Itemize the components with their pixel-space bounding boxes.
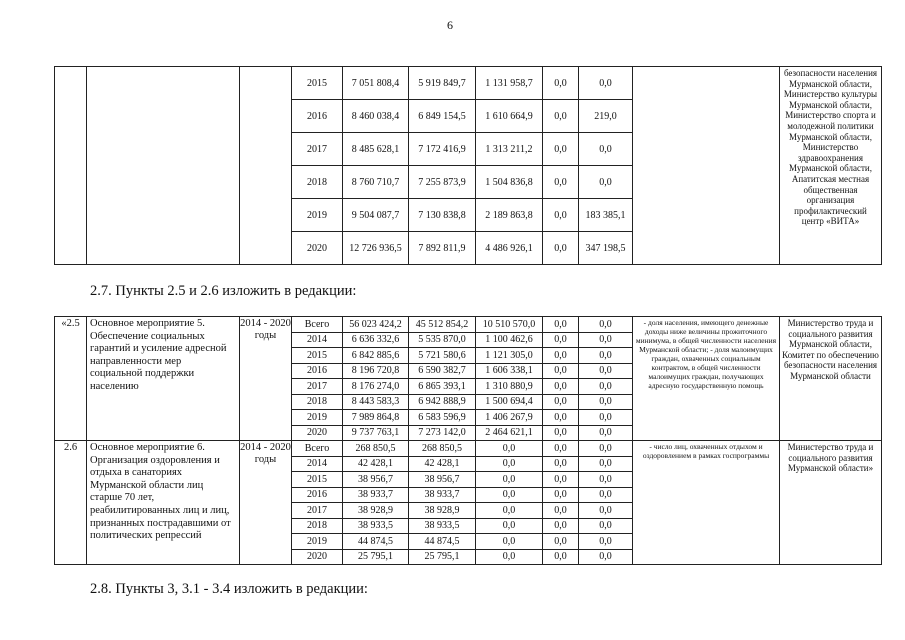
cell-year: 2014 — [292, 332, 343, 348]
cell-c4: 0,0 — [579, 317, 633, 333]
measure-code: 2.6 — [55, 441, 87, 565]
cell-c4: 0,0 — [579, 363, 633, 379]
cell-year: Всего — [292, 441, 343, 457]
cell-c2: 0,0 — [476, 503, 543, 519]
indicator-cell: - доля населения, имеющего денежные доходы ниже величины прожиточного минимума, в общей численности населения Мурманской области; - доля малоимущих граждан, охваченных социальным контрактом, в общей численности малоимущих граждан, получающих адресную государственную помощь — [633, 317, 780, 441]
cell-total: 12 726 936,5 — [343, 232, 409, 265]
cell-year: 2017 — [292, 503, 343, 519]
cell-c2: 1 610 664,9 — [476, 100, 543, 133]
cell-c4: 0,0 — [579, 348, 633, 364]
cell-c2: 2 189 863,8 — [476, 199, 543, 232]
cell-c3: 0,0 — [543, 379, 579, 395]
cell-c4: 0,0 — [579, 166, 633, 199]
table-row — [55, 441, 882, 457]
cell-c3: 0,0 — [543, 503, 579, 519]
cell-year: 2020 — [292, 549, 343, 565]
cell-c1: 7 130 838,8 — [409, 199, 476, 232]
cell-c2: 1 406 267,9 — [476, 410, 543, 426]
cell-c2: 1 313 211,2 — [476, 133, 543, 166]
empty-indicator-cell — [633, 67, 780, 265]
cell-year: 2014 — [292, 456, 343, 472]
cell-total: 8 760 710,7 — [343, 166, 409, 199]
indicator-cell: - число лиц, охваченных отдыхом и оздоровлением в рамках госпрограммы — [633, 441, 780, 565]
table-row — [55, 67, 882, 100]
cell-c3: 0,0 — [543, 410, 579, 426]
cell-c2: 1 100 462,6 — [476, 332, 543, 348]
cell-c4: 0,0 — [579, 67, 633, 100]
empty-name-cell — [87, 67, 240, 265]
cell-c4: 347 198,5 — [579, 232, 633, 265]
cell-total: 8 176 274,0 — [343, 379, 409, 395]
cell-c4: 0,0 — [579, 518, 633, 534]
cell-c1: 25 795,1 — [409, 549, 476, 565]
cell-total: 38 933,5 — [343, 518, 409, 534]
section-heading-2-8: 2.8. Пункты 3, 3.1 - 3.4 изложить в редакции: — [90, 581, 368, 597]
cell-total: 25 795,1 — [343, 549, 409, 565]
cell-year: 2018 — [292, 518, 343, 534]
cell-total: 56 023 424,2 — [343, 317, 409, 333]
cell-c3: 0,0 — [543, 394, 579, 410]
table-row — [55, 317, 882, 333]
cell-total: 9 737 763,1 — [343, 425, 409, 441]
cell-c2: 0,0 — [476, 518, 543, 534]
cell-c4: 0,0 — [579, 456, 633, 472]
measure-period: 2014 - 2020 годы — [240, 317, 292, 441]
cell-c1: 7 273 142,0 — [409, 425, 476, 441]
cell-total: 6 636 332,6 — [343, 332, 409, 348]
cell-c3: 0,0 — [543, 199, 579, 232]
cell-total: 38 928,9 — [343, 503, 409, 519]
cell-c3: 0,0 — [543, 317, 579, 333]
cell-c1: 38 933,5 — [409, 518, 476, 534]
cell-c1: 5 721 580,6 — [409, 348, 476, 364]
cell-c2: 0,0 — [476, 472, 543, 488]
cell-c3: 0,0 — [543, 166, 579, 199]
executor-cell: безопасности населения Мурманской области, Министерство культуры Мурманской области, Министерство спорта и молодежной политики Мурманской области, Министерство здравоохранения Мурманской области, Апатитская местная общественная организация профилактический центр «ВИТА» — [780, 67, 882, 265]
section-heading-2-7: 2.7. Пункты 2.5 и 2.6 изложить в редакции: — [90, 283, 357, 299]
cell-c3: 0,0 — [543, 100, 579, 133]
cell-total: 8 196 720,8 — [343, 363, 409, 379]
cell-year: 2016 — [292, 487, 343, 503]
cell-c4: 0,0 — [579, 487, 633, 503]
cell-c4: 0,0 — [579, 394, 633, 410]
cell-year: 2016 — [292, 100, 343, 133]
cell-c1: 38 933,7 — [409, 487, 476, 503]
cell-c3: 0,0 — [543, 67, 579, 100]
cell-total: 8 443 583,3 — [343, 394, 409, 410]
cell-c2: 1 131 958,7 — [476, 67, 543, 100]
cell-c2: 1 310 880,9 — [476, 379, 543, 395]
cell-c3: 0,0 — [543, 348, 579, 364]
cell-c3: 0,0 — [543, 472, 579, 488]
cell-total: 7 051 808,4 — [343, 67, 409, 100]
cell-c1: 44 874,5 — [409, 534, 476, 550]
cell-year: 2020 — [292, 425, 343, 441]
cell-c1: 38 956,7 — [409, 472, 476, 488]
cell-total: 38 933,7 — [343, 487, 409, 503]
measure-period: 2014 - 2020 годы — [240, 441, 292, 565]
cell-c4: 0,0 — [579, 133, 633, 166]
cell-year: 2015 — [292, 472, 343, 488]
cell-c3: 0,0 — [543, 534, 579, 550]
cell-c3: 0,0 — [543, 456, 579, 472]
cell-c2: 2 464 621,1 — [476, 425, 543, 441]
cell-c3: 0,0 — [543, 332, 579, 348]
cell-c4: 0,0 — [579, 410, 633, 426]
cell-c1: 45 512 854,2 — [409, 317, 476, 333]
cell-c3: 0,0 — [543, 441, 579, 457]
cell-c1: 38 928,9 — [409, 503, 476, 519]
cell-c1: 6 942 888,9 — [409, 394, 476, 410]
cell-total: 6 842 885,6 — [343, 348, 409, 364]
cell-c4: 0,0 — [579, 534, 633, 550]
cell-c3: 0,0 — [543, 232, 579, 265]
cell-total: 7 989 864,8 — [343, 410, 409, 426]
cell-year: 2017 — [292, 379, 343, 395]
executor-cell: Министерство труда и социального развития Мурманской области, Комитет по обеспечению безопасности населения Мурманской области — [780, 317, 882, 441]
cell-total: 38 956,7 — [343, 472, 409, 488]
cell-total: 8 485 628,1 — [343, 133, 409, 166]
cell-c4: 0,0 — [579, 503, 633, 519]
cell-c1: 6 849 154,5 — [409, 100, 476, 133]
cell-c1: 7 892 811,9 — [409, 232, 476, 265]
cell-c2: 4 486 926,1 — [476, 232, 543, 265]
cell-c2: 1 504 836,8 — [476, 166, 543, 199]
cell-c3: 0,0 — [543, 487, 579, 503]
cell-c3: 0,0 — [543, 363, 579, 379]
page-number: 6 — [447, 18, 453, 32]
cell-year: 2015 — [292, 67, 343, 100]
cell-c2: 1 121 305,0 — [476, 348, 543, 364]
empty-period-cell — [240, 67, 292, 265]
cell-year: 2019 — [292, 410, 343, 426]
executor-cell: Министерство труда и социального развития Мурманской области» — [780, 441, 882, 565]
cell-c1: 5 535 870,0 — [409, 332, 476, 348]
cell-c1: 42 428,1 — [409, 456, 476, 472]
cell-c3: 0,0 — [543, 518, 579, 534]
cell-c2: 0,0 — [476, 549, 543, 565]
cell-c4: 0,0 — [579, 379, 633, 395]
cell-year: Всего — [292, 317, 343, 333]
cell-c2: 0,0 — [476, 534, 543, 550]
measures-table — [54, 316, 882, 565]
cell-year: 2017 — [292, 133, 343, 166]
cell-c4: 0,0 — [579, 441, 633, 457]
cell-c2: 0,0 — [476, 456, 543, 472]
cell-c1: 6 865 393,1 — [409, 379, 476, 395]
cell-year: 2020 — [292, 232, 343, 265]
cell-total: 268 850,5 — [343, 441, 409, 457]
cell-c2: 1 500 694,4 — [476, 394, 543, 410]
cell-c4: 0,0 — [579, 549, 633, 565]
cell-year: 2015 — [292, 348, 343, 364]
cell-c4: 183 385,1 — [579, 199, 633, 232]
cell-c4: 0,0 — [579, 472, 633, 488]
cell-c4: 219,0 — [579, 100, 633, 133]
cell-total: 42 428,1 — [343, 456, 409, 472]
cell-year: 2018 — [292, 394, 343, 410]
cell-year: 2016 — [292, 363, 343, 379]
cell-c1: 6 583 596,9 — [409, 410, 476, 426]
continuation-table — [54, 66, 882, 265]
cell-total: 9 504 087,7 — [343, 199, 409, 232]
cell-total: 8 460 038,4 — [343, 100, 409, 133]
cell-c4: 0,0 — [579, 425, 633, 441]
cell-c3: 0,0 — [543, 425, 579, 441]
cell-year: 2019 — [292, 534, 343, 550]
cell-c2: 10 510 570,0 — [476, 317, 543, 333]
measure-code: «2.5 — [55, 317, 87, 441]
cell-c1: 268 850,5 — [409, 441, 476, 457]
cell-c1: 5 919 849,7 — [409, 67, 476, 100]
cell-year: 2018 — [292, 166, 343, 199]
cell-c1: 6 590 382,7 — [409, 363, 476, 379]
cell-total: 44 874,5 — [343, 534, 409, 550]
cell-c3: 0,0 — [543, 549, 579, 565]
cell-c2: 1 606 338,1 — [476, 363, 543, 379]
cell-c1: 7 255 873,9 — [409, 166, 476, 199]
measure-name: Основное мероприятие 5. Обеспечение социальных гарантий и усиление адресной направленности мер социальной поддержки населению — [87, 317, 240, 441]
cell-year: 2019 — [292, 199, 343, 232]
cell-c2: 0,0 — [476, 487, 543, 503]
cell-c2: 0,0 — [476, 441, 543, 457]
cell-c1: 7 172 416,9 — [409, 133, 476, 166]
empty-code-cell — [55, 67, 87, 265]
cell-c4: 0,0 — [579, 332, 633, 348]
cell-c3: 0,0 — [543, 133, 579, 166]
measure-name: Основное мероприятие 6. Организация оздоровления и отдыха в санаториях Мурманской области лиц старше 70 лет, реабилитированных лиц и лиц, признанных пострадавшими от политических репрессий — [87, 441, 240, 565]
